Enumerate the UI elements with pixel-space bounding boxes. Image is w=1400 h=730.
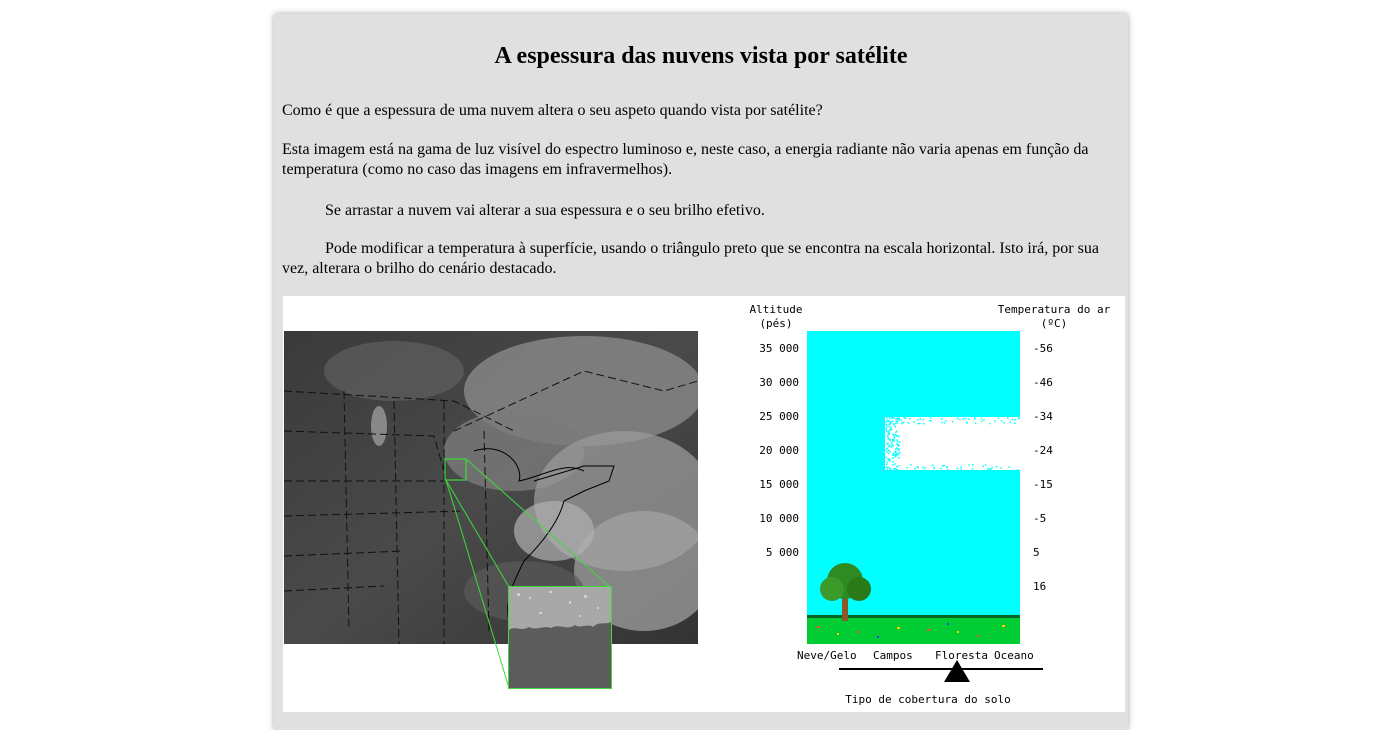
intro-question: Como é que a espessura de uma nuvem altera o seu aspeto quando vista por satélite? xyxy=(282,102,823,119)
temperature-label: -46 xyxy=(1033,376,1053,389)
altitude-label: 20 000 xyxy=(759,444,799,457)
content-panel xyxy=(274,14,1128,730)
temperature-label: -56 xyxy=(1033,342,1053,355)
page-title: A espessura das nuvens vista por satélite xyxy=(494,43,908,69)
drag-cloud-instruction: Se arrastar a nuvem vai alterar a sua espessura e o seu brilho efetivo. xyxy=(325,202,765,219)
cloud-icon[interactable] xyxy=(881,415,1020,470)
altitude-label: 35 000 xyxy=(759,342,799,355)
slider-triangle-icon[interactable] xyxy=(944,660,970,682)
temperature-label: 16 xyxy=(1033,580,1047,593)
ground-cover-axis-title: Tipo de cobertura do solo xyxy=(845,693,1011,706)
altitude-label: 5 000 xyxy=(765,546,799,559)
sky-column xyxy=(807,331,1020,644)
altitude-axis-title: Altitude (pés) xyxy=(749,303,803,330)
temperature-instruction: Pode modificar a temperatura à superfície, usando o triângulo preto que se encontra na escala horizontal. Isto irá, por sua vez, alterara o brilho do cenário destacado. xyxy=(282,240,1099,277)
satellite-image xyxy=(284,331,698,644)
temperature-label: 5 xyxy=(1033,546,1040,559)
altitude-label: 10 000 xyxy=(759,512,799,525)
temperature-label: -15 xyxy=(1033,478,1053,491)
ground-option-snow-ice[interactable]: Neve/Gelo xyxy=(797,649,857,662)
altitude-label: 25 000 xyxy=(759,410,799,423)
ground-option-forest[interactable]: Floresta xyxy=(935,649,988,662)
altitude-label: 15 000 xyxy=(759,478,799,491)
temperature-label: -34 xyxy=(1033,410,1053,423)
ground-option-fields[interactable]: Campos xyxy=(873,649,913,662)
ground-option-ocean[interactable]: Oceano xyxy=(994,649,1034,662)
ground-scene xyxy=(807,561,1020,644)
tree-icon xyxy=(820,563,871,621)
intro-paragraph: Esta imagem está na gama de luz visível do espectro luminoso e, neste caso, a energia radiante não varia apenas em função da temperatura (como no caso das imagens em infravermelhos). xyxy=(282,141,1089,178)
temperature-label: -5 xyxy=(1033,512,1047,525)
temperature-label: -24 xyxy=(1033,444,1053,457)
ground-cover-slider-track[interactable] xyxy=(839,668,1043,670)
cloud-thickness-simulation xyxy=(283,296,1125,712)
zoomed-region-view xyxy=(508,586,612,689)
altitude-label: 30 000 xyxy=(759,376,799,389)
temperature-axis-title: Temperatura do ar (ºC) xyxy=(997,303,1111,330)
